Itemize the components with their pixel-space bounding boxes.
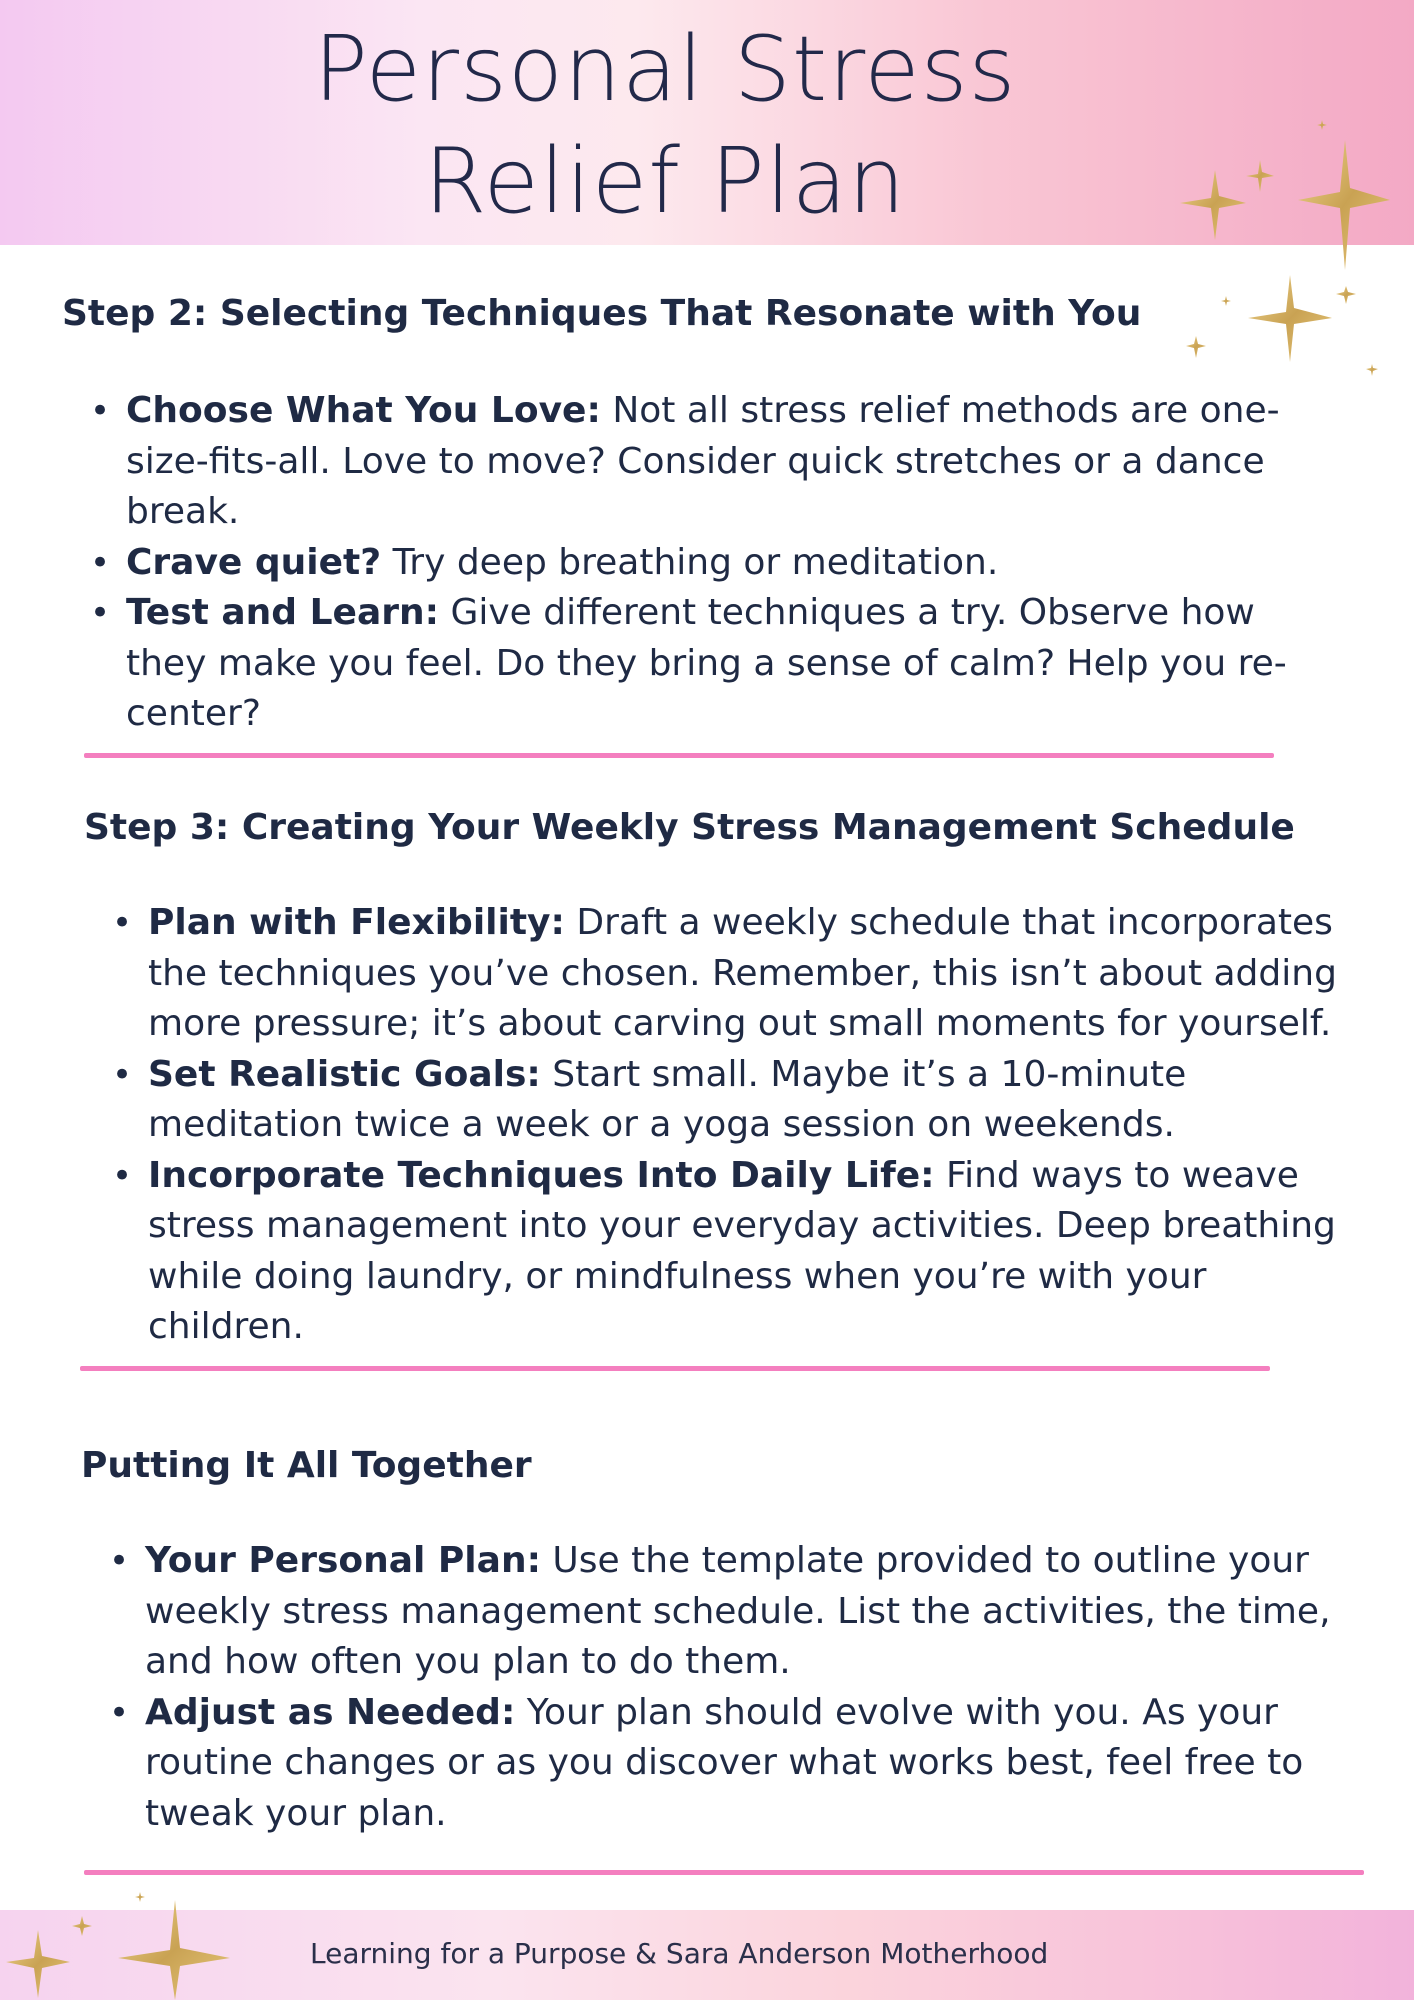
together-list [81,1536,1351,1839]
footer-credit: Learning for a Purpose & Sara Anderson Motherhood [310,1937,1049,1970]
section-step-2 [62,292,1332,740]
item-text: Not all stress relief methods are one-size-fits-all. Love to move? Consider quick stretches or a dance break. [126,390,1280,532]
item-label: Plan with Flexibility: [148,902,565,943]
list-item [62,386,1332,538]
section-putting-it-together [81,1444,1351,1839]
divider-1 [84,753,1274,758]
step-3-list [84,898,1354,1353]
list-item [81,1536,1351,1688]
list-item [84,898,1354,1050]
list-item [84,1151,1354,1353]
step-3-heading: Step 3: Creating Your Weekly Stress Management Schedule [84,807,1295,848]
item-text: Try deep breathing or meditation. [381,541,999,583]
item-text: Your plan should evolve with you. As your routine changes or as you discover what works best, feel free to tweak your plan. [145,1691,1304,1834]
item-label: Adjust as Needed: [145,1691,516,1733]
together-heading: Putting It All Together [81,1445,532,1486]
item-text: Start small. Maybe it’s a 10-minute meditation twice a week or a yoga session on weekends. [148,1053,1187,1145]
item-text: Find ways to weave stress management into your everyday activities. Deep breathing while doing laundry, or mindfulness when you’re with your children. [148,1154,1336,1347]
item-text: Draft a weekly schedule that incorporates the techniques you’ve chosen. Remember, this isn’t about adding more pressure; it’s about carving out small moments for yourself. [148,902,1337,1044]
divider-2 [80,1366,1270,1371]
item-label: Choose What You Love: [126,390,601,431]
list-item [62,538,1332,589]
item-label: Incorporate Techniques Into Daily Life: [148,1154,935,1196]
section-step-3 [84,806,1354,1353]
step-2-heading: Step 2: Selecting Techniques That Resonate with You [62,293,1142,334]
list-item [84,1050,1354,1151]
item-label: Test and Learn: [126,592,440,633]
step-2-list [62,386,1332,740]
item-label: Your Personal Plan: [145,1540,541,1581]
item-text: Give different techniques a try. Observe how they make you feel. Do they bring a sense of calm? Help you re-center? [126,592,1287,734]
list-item [81,1688,1351,1840]
sparkle-cluster-bottom-left-icon [0,1890,260,2000]
divider-3 [84,1870,1364,1875]
item-label: Set Realistic Goals: [148,1053,541,1095]
page-title [0,14,1330,238]
title-line-1: Personal Stress [313,17,1017,122]
item-text: Use the template provided to outline your weekly stress management schedule. List the activities, the time, and how often you plan to do them. [145,1540,1331,1682]
item-label: Crave quiet? [126,541,382,583]
title-line-2: Relief Plan [423,129,906,234]
list-item [62,588,1332,740]
